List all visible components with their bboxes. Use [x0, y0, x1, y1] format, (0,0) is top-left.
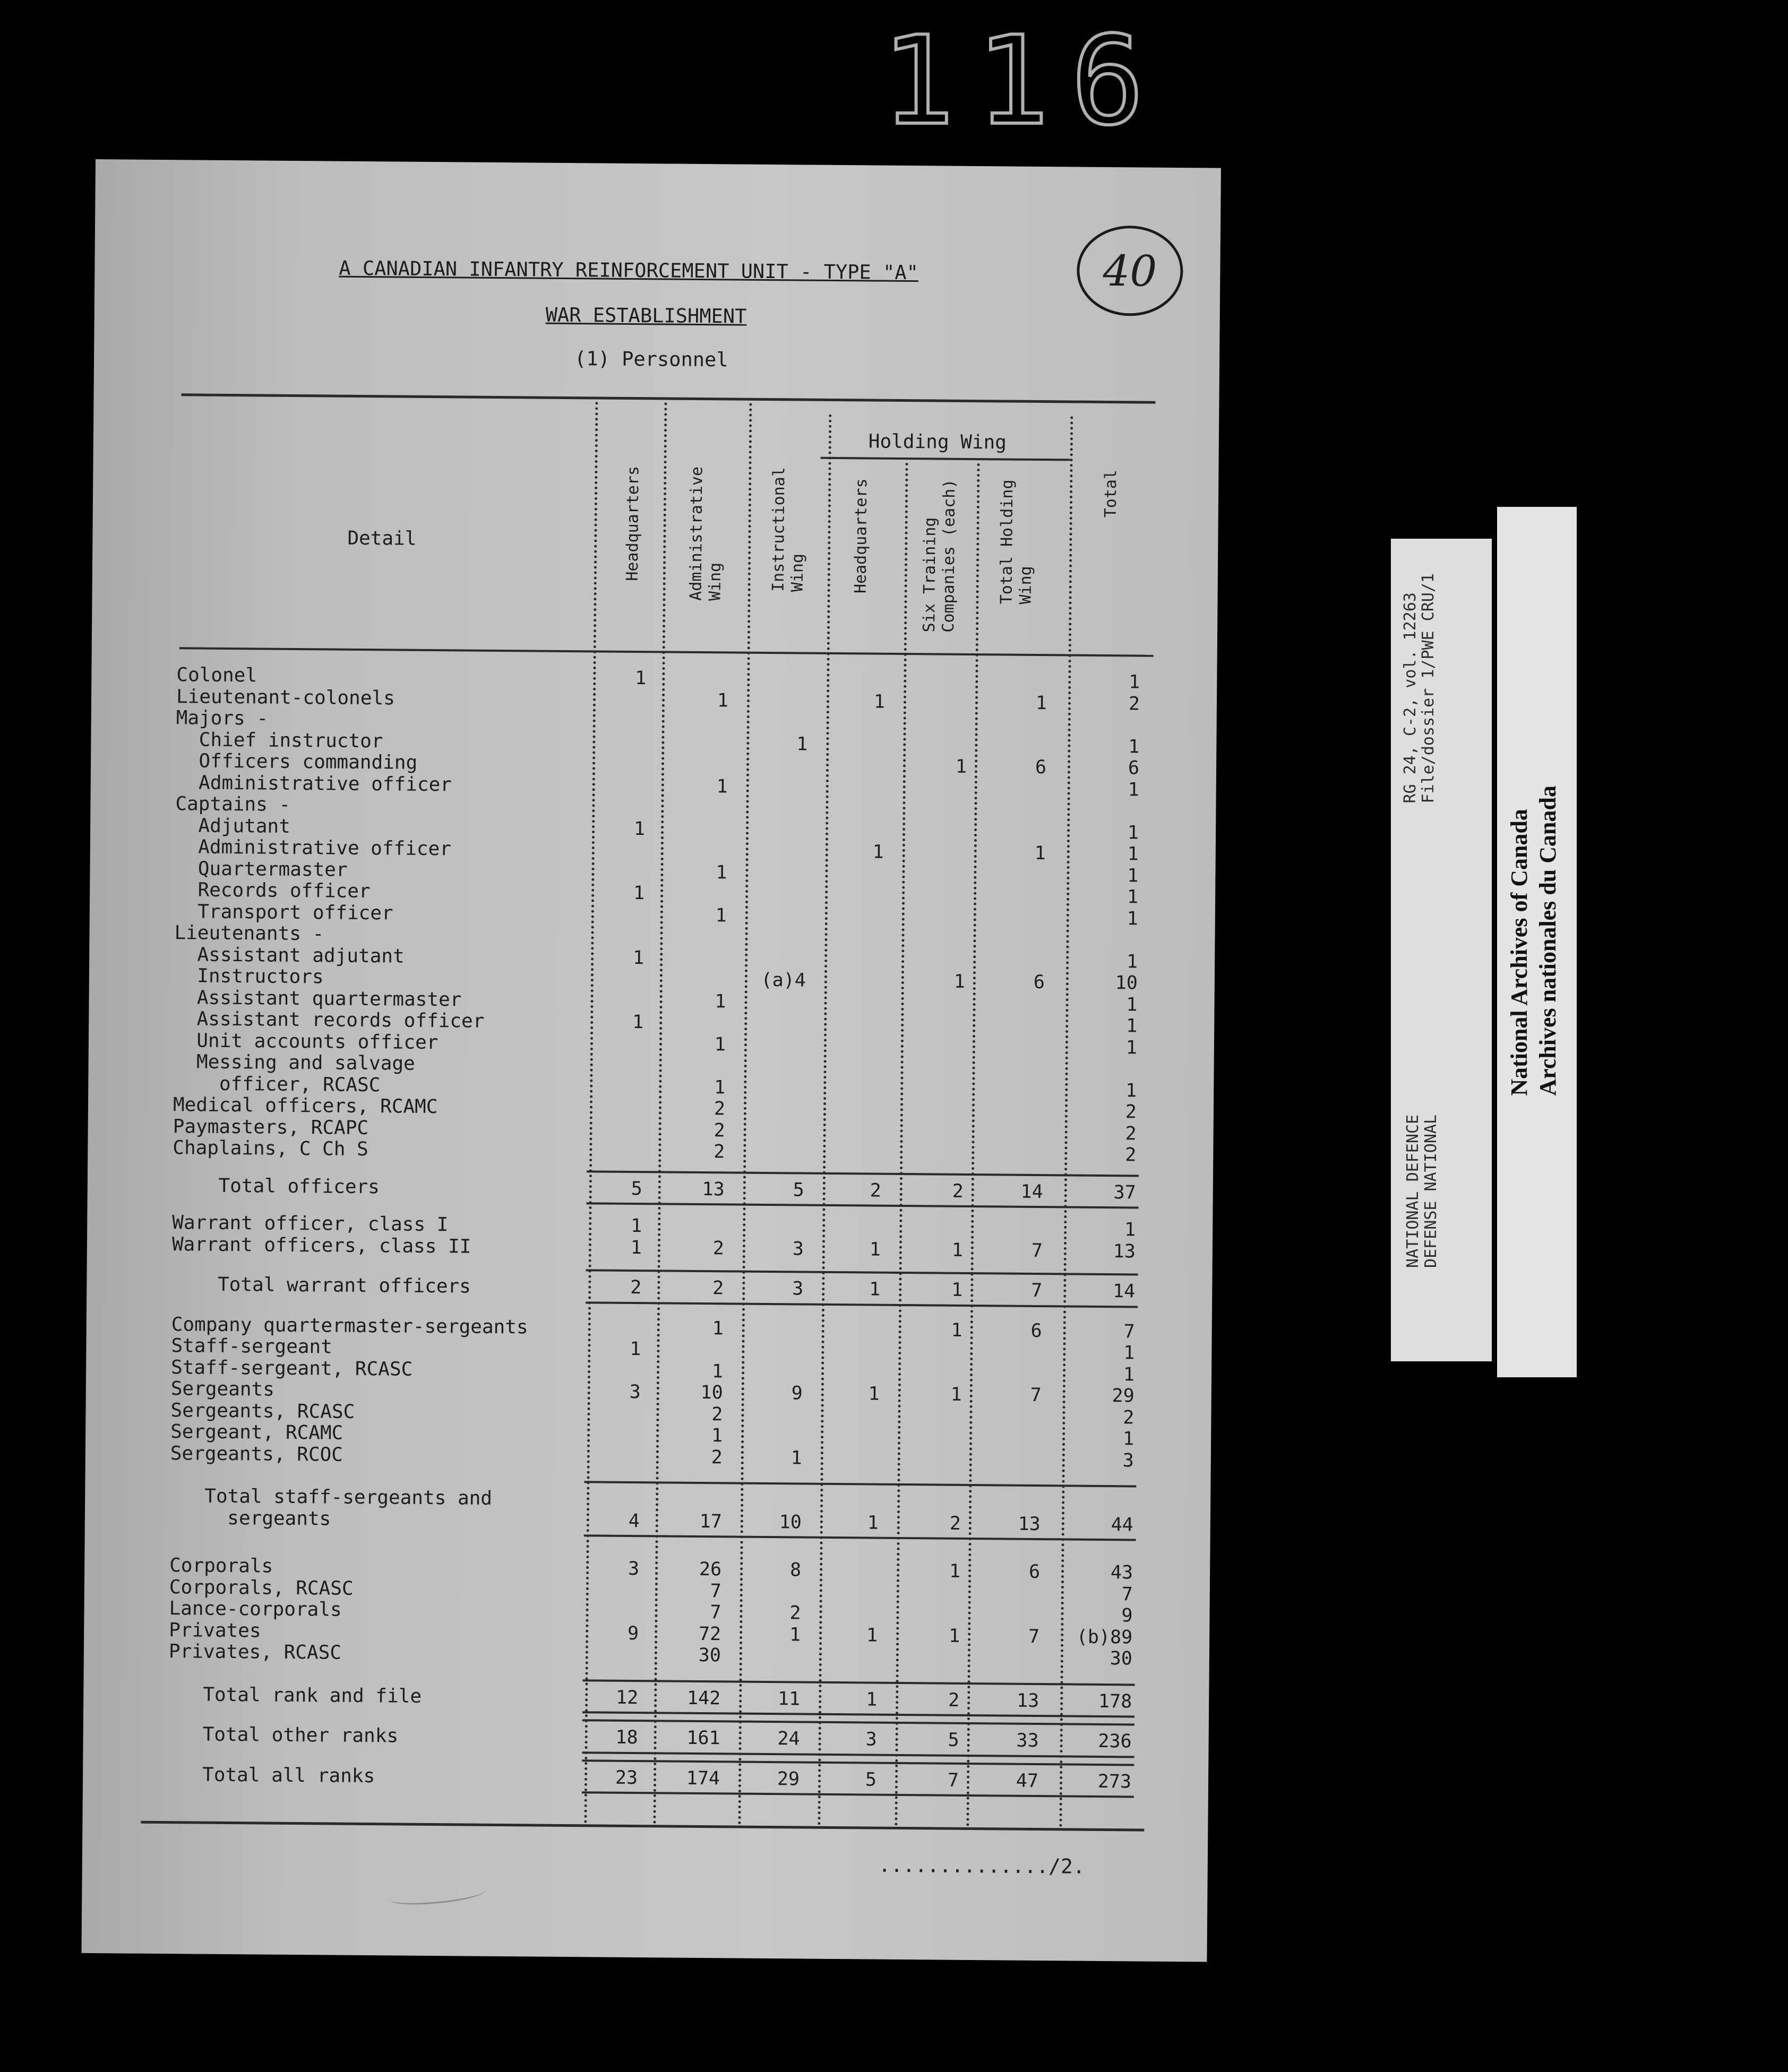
column-header: Administrative Wing	[686, 466, 725, 601]
detail-header: Detail	[347, 527, 417, 550]
table-cell	[819, 970, 883, 971]
table-cell: 2	[714, 1098, 726, 1120]
row-label: Warrant officer, class I	[172, 1212, 449, 1236]
row-label: officer, RCASC	[173, 1072, 381, 1096]
table-cell: 2	[711, 1446, 723, 1468]
table-cell: 2	[714, 1119, 725, 1141]
table-cell: 7	[1123, 1320, 1135, 1342]
table-cell: 1	[1125, 1037, 1138, 1058]
table-cell: 2	[1123, 1406, 1134, 1428]
total-rule	[582, 1711, 1134, 1717]
table-cell: 7	[1030, 1384, 1042, 1406]
table-cell	[820, 905, 883, 906]
table-cell: 23	[615, 1767, 638, 1789]
total-rule	[587, 1170, 1139, 1177]
table-cell: 1	[796, 733, 808, 755]
table-cell	[819, 1013, 882, 1014]
table-cell	[820, 884, 883, 885]
table-cell: 1	[869, 1239, 881, 1261]
column-divider	[818, 415, 831, 1826]
table-cell: 236	[1098, 1730, 1132, 1752]
table-cell: 26	[699, 1559, 722, 1581]
total-rule	[586, 1301, 1138, 1308]
row-label: Sergeants, RCOC	[170, 1442, 343, 1466]
table-cell: (a)4	[761, 969, 806, 991]
table-cell	[579, 1097, 643, 1098]
table-cell: 1	[1127, 843, 1139, 865]
table-cell: 1	[716, 775, 728, 797]
table-cell	[981, 1014, 1044, 1015]
table-cell	[902, 820, 966, 821]
header-bottom-rule	[179, 647, 1154, 657]
table-cell	[981, 1036, 1044, 1037]
table-cell: 1	[635, 668, 647, 689]
table-cell	[981, 950, 1045, 951]
table-cell: 7	[1028, 1626, 1040, 1647]
table-cell: 2	[630, 1276, 642, 1299]
table-cell: 7	[1121, 1583, 1133, 1605]
table-cell: 1	[630, 1237, 642, 1258]
table-cell: 1	[789, 1624, 801, 1646]
table-cell: 1	[1124, 1219, 1136, 1241]
table-cell: 1	[711, 1360, 724, 1382]
row-label: Administrative officer	[175, 771, 452, 796]
table-cell: 161	[686, 1727, 720, 1749]
row-label: Warrant officers, class II	[171, 1233, 471, 1258]
column-dividers	[96, 159, 1221, 168]
table-cell	[579, 1140, 643, 1141]
table-cell	[660, 1215, 724, 1216]
table-cell: 7	[1031, 1280, 1043, 1302]
row-label: Majors -	[176, 707, 269, 730]
table-cell: 1	[1122, 1428, 1134, 1450]
table-cell: 3	[627, 1558, 640, 1580]
table-cell: 1	[1128, 779, 1139, 800]
table-cell: 1	[1126, 951, 1138, 972]
table-cell: 5	[793, 1179, 804, 1201]
table-cell: 3	[629, 1381, 641, 1403]
table-cell	[582, 753, 646, 754]
table-cell	[581, 925, 644, 926]
table-cell: 2	[712, 1277, 724, 1299]
department-name: NATIONAL DEFENCE DEFENSE NATIONAL	[1404, 1115, 1440, 1268]
table-cell: 1	[633, 818, 646, 840]
row-label: Total warrant officers	[171, 1273, 471, 1298]
table-cell: 1	[790, 1447, 802, 1469]
table-cell	[980, 1122, 1044, 1123]
continuation-marker: ............../2.	[878, 1853, 1085, 1878]
table-cell	[815, 1426, 879, 1427]
table-cell: 1	[867, 1512, 879, 1534]
row-label: Administrative officer	[175, 836, 452, 860]
table-cell: 14	[1020, 1181, 1043, 1203]
table-cell: 1	[951, 1239, 964, 1261]
row-label: Paymasters, RCAPC	[173, 1115, 369, 1139]
row-label: Instructors	[174, 965, 324, 988]
table-cell	[821, 798, 884, 799]
table-cell	[983, 735, 1047, 736]
table-cell: 1	[715, 904, 727, 926]
row-label: Captains -	[175, 793, 291, 816]
row-label: Officers commanding	[175, 750, 418, 774]
row-label: Corporals	[169, 1555, 273, 1577]
table-cell: 1	[1034, 842, 1046, 865]
total-rule	[582, 1719, 1134, 1725]
table-cell: 10	[1115, 972, 1138, 994]
table-cell	[819, 1056, 882, 1057]
table-cell	[980, 1100, 1044, 1101]
table-cell: 1	[950, 1384, 962, 1405]
table-cell	[819, 948, 883, 949]
row-label: Quartermaster	[175, 857, 348, 881]
table-cell: 2	[711, 1403, 723, 1425]
total-rule	[583, 1679, 1135, 1686]
table-bottom-rule	[141, 1821, 1144, 1832]
table-cell	[977, 1427, 1041, 1428]
table-cell: 7	[710, 1602, 721, 1624]
table-cell: 1	[1127, 865, 1139, 886]
pencil-mark	[389, 1883, 486, 1908]
table-cell: 37	[1113, 1181, 1136, 1203]
table-cell: 1	[1123, 1363, 1135, 1385]
row-label: Sergeant, RCAMC	[170, 1421, 343, 1444]
table-cell: 47	[1016, 1770, 1039, 1792]
table-cell	[897, 1603, 960, 1604]
row-label: Total all ranks	[167, 1763, 375, 1787]
row-label: Records officer	[175, 879, 371, 903]
table-cell: 1	[711, 1425, 723, 1447]
table-cell	[820, 819, 884, 820]
row-label: Company quartermaster-sergeants	[171, 1313, 528, 1338]
row-label: Assistant records officer	[174, 1008, 485, 1032]
table-cell: 2	[870, 1180, 881, 1202]
table-cell: 3	[1122, 1449, 1134, 1471]
table-cell: 2	[949, 1513, 961, 1534]
table-cell: 44	[1111, 1514, 1134, 1535]
table-cell	[664, 818, 727, 819]
column-header: Headquarters	[623, 465, 643, 581]
table-cell	[979, 1218, 1043, 1219]
table-cell: 29	[1112, 1385, 1134, 1407]
row-label: Lieutenant-colonels	[176, 685, 396, 709]
table-cell: 1	[1125, 1080, 1137, 1101]
table-cell	[819, 991, 883, 992]
table-cell: 3	[792, 1278, 804, 1300]
table-cell: 10	[700, 1382, 723, 1404]
table-cell	[983, 799, 1046, 800]
table-cell: 9	[627, 1622, 639, 1644]
table-cell	[821, 733, 885, 734]
table-cell: 5	[948, 1729, 959, 1751]
table-cell	[819, 1034, 882, 1035]
table-cell: 1	[714, 1076, 726, 1098]
table-cell: 8	[789, 1559, 802, 1581]
table-cell: 7	[710, 1580, 722, 1602]
table-cell: 9	[791, 1383, 803, 1404]
row-label: Corporals, RCASC	[169, 1576, 354, 1600]
row-label: Assistant adjutant	[174, 943, 405, 968]
archive-reference: RG 24, C-2, vol. 12263 File/dossier 1/PWE CRU/1	[1401, 573, 1438, 804]
table-cell	[582, 710, 646, 711]
table-cell	[982, 885, 1045, 886]
table-cell	[740, 1216, 804, 1217]
table-cell	[821, 669, 885, 670]
table-cell: 1	[866, 1624, 878, 1646]
table-cell	[815, 1447, 879, 1448]
table-cell	[982, 821, 1046, 822]
table-cell: 2	[952, 1180, 964, 1202]
table-cell: 6	[1030, 1320, 1042, 1342]
table-cell: 13	[1016, 1690, 1039, 1712]
table-cell: 1	[866, 1688, 878, 1711]
table-cell: 3	[792, 1238, 804, 1260]
table-cell: 1	[951, 1279, 963, 1301]
table-cell	[982, 928, 1045, 929]
table-cell	[982, 907, 1045, 908]
document-title: A CANADIAN INFANTRY REINFORCEMENT UNIT - TYPE "A"	[339, 256, 919, 284]
table-cell: 7	[1031, 1240, 1043, 1262]
row-label: Privates, RCASC	[168, 1641, 342, 1664]
table-cell: 30	[698, 1645, 721, 1667]
table-cell: 174	[686, 1767, 720, 1789]
total-rule	[587, 1202, 1139, 1208]
table-cell: 1	[1123, 1342, 1135, 1364]
table-cell: 2	[1125, 1144, 1137, 1166]
table-cell: 72	[698, 1623, 721, 1645]
row-label: Unit accounts officer	[173, 1029, 439, 1054]
table-cell: 13	[1018, 1513, 1041, 1535]
table-cell	[979, 1143, 1043, 1144]
column-divider	[584, 396, 598, 1824]
table-cell	[981, 1057, 1044, 1058]
row-label: Total other ranks	[168, 1723, 399, 1747]
table-cell: 1	[714, 1033, 726, 1055]
table-cell	[983, 670, 1047, 671]
table-cell: 6	[1128, 757, 1140, 779]
table-cell: 1	[717, 689, 729, 711]
table-cell: 2	[1125, 1123, 1137, 1144]
table-cell	[663, 947, 726, 948]
circled-page-number: 40	[1077, 226, 1183, 317]
row-label: Total rank and file	[168, 1683, 422, 1707]
table-cell	[816, 1318, 880, 1319]
total-rule	[586, 1269, 1138, 1275]
table-cell	[816, 1340, 880, 1341]
table-cell: 1	[632, 947, 644, 969]
row-label: Medical officers, RCAMC	[173, 1094, 438, 1118]
row-label: Messing and salvage	[173, 1051, 415, 1075]
table-cell: 1	[715, 990, 726, 1012]
table-cell	[818, 1099, 882, 1100]
row-label: Adjutant	[175, 814, 291, 838]
table-cell: 6	[1035, 756, 1047, 779]
table-cell	[980, 1079, 1044, 1080]
table-cell: 1	[631, 1215, 642, 1237]
table-cell: 1	[1035, 692, 1047, 714]
row-label: Total officers	[172, 1174, 380, 1198]
table-top-rule	[181, 393, 1155, 403]
table-cell: 43	[1110, 1562, 1133, 1584]
table-cell	[821, 755, 884, 756]
row-label: Lance-corporals	[169, 1598, 342, 1621]
table-cell: 24	[777, 1728, 800, 1750]
row-label: Assistant quartermaster	[174, 986, 462, 1011]
table-cell	[817, 1217, 881, 1218]
document-page	[81, 159, 1220, 1962]
table-cell	[814, 1581, 878, 1582]
table-cell: 1	[1127, 886, 1139, 908]
table-cell	[580, 1054, 643, 1055]
section-heading: (1) Personnel	[574, 347, 728, 372]
table-cell: (b)89	[1076, 1626, 1133, 1648]
column-divider	[966, 463, 979, 1827]
table-cell: 1	[632, 1011, 644, 1033]
table-cell: 13	[1113, 1240, 1136, 1262]
table-cell: 6	[1033, 971, 1045, 994]
row-label: Colonel	[176, 664, 257, 687]
table-cell	[665, 732, 728, 733]
table-cell	[818, 1120, 882, 1121]
table-cell: 2	[1128, 693, 1140, 714]
total-rule	[584, 1534, 1136, 1541]
table-cell	[582, 796, 646, 797]
column-header: Instructional Wing	[769, 467, 807, 592]
row-label: Chaplains, C Ch S	[173, 1137, 368, 1161]
table-cell: 7	[947, 1769, 959, 1791]
table-cell: 10	[779, 1511, 802, 1533]
column-header: Six Training Companies (each)	[920, 479, 959, 633]
table-cell	[902, 863, 966, 864]
table-cell: 273	[1097, 1771, 1132, 1792]
row-label: Lieutenants -	[174, 922, 324, 945]
total-rule	[582, 1751, 1134, 1758]
row-label: Chief instructor	[176, 728, 383, 752]
table-cell: 18	[615, 1726, 638, 1749]
table-cell: 12	[615, 1687, 639, 1708]
table-cell: 1	[951, 1319, 962, 1341]
table-cell: 142	[686, 1687, 721, 1709]
archives-name: National Archives of Canada Archives nationales du Canada	[1506, 785, 1561, 1096]
table-cell: 29	[777, 1768, 800, 1790]
table-cell	[818, 1077, 882, 1078]
table-cell: 5	[631, 1178, 642, 1199]
row-label: Total staff-sergeants and sergeants	[169, 1485, 493, 1530]
table-cell: 2	[712, 1237, 725, 1259]
table-cell: 1	[1127, 908, 1138, 929]
table-cell: 1	[712, 1317, 724, 1339]
table-cell: 1	[1125, 1015, 1138, 1037]
table-cell: 2	[789, 1602, 801, 1624]
table-cell: 30	[1110, 1648, 1133, 1670]
table-cell: 3	[865, 1729, 877, 1750]
table-cell: 1	[1129, 671, 1140, 693]
row-label: Sergeants	[170, 1378, 275, 1401]
table-cell: 33	[1016, 1730, 1039, 1752]
table-cell: 1	[873, 691, 886, 713]
column-header: Total	[1101, 469, 1121, 518]
table-cell	[818, 1142, 881, 1143]
column-divider	[895, 463, 908, 1827]
table-cell: 6	[1028, 1561, 1041, 1583]
table-cell: 13	[702, 1178, 725, 1200]
column-header: Total Holding Wing	[997, 479, 1036, 605]
table-cell: 1	[869, 1279, 881, 1300]
table-cell: 1	[949, 1560, 961, 1582]
table-cell: 2	[948, 1689, 960, 1711]
holding-wing-underline	[821, 457, 1070, 461]
table-cell: 4	[628, 1510, 640, 1532]
table-cell: 11	[777, 1688, 801, 1710]
table-cell: 1	[868, 1383, 880, 1405]
table-cell: 1	[716, 861, 727, 883]
column-header: Headquarters	[851, 478, 871, 594]
table-cell: 1	[953, 971, 966, 992]
table-cell	[821, 776, 884, 777]
frame-number: 116	[881, 11, 1166, 152]
row-label: Staff-sergeant, RCASC	[170, 1356, 413, 1380]
total-rule	[584, 1481, 1136, 1487]
table-cell: 14	[1112, 1281, 1136, 1302]
total-rule	[582, 1759, 1134, 1766]
holding-wing-label: Holding Wing	[868, 430, 1007, 454]
table-cell: 5	[865, 1768, 877, 1791]
table-cell	[816, 1361, 880, 1362]
table-cell: 17	[699, 1510, 723, 1532]
table-cell: 1	[955, 756, 967, 778]
table-cell: 1	[872, 841, 884, 863]
table-cell	[904, 734, 967, 735]
row-label: Sergeants, RCASC	[170, 1399, 355, 1423]
table-cell: 2	[1125, 1101, 1137, 1123]
row-label: Staff-sergeant	[171, 1335, 333, 1358]
row-label: Transport officer	[174, 900, 393, 924]
table-cell: 1	[1126, 994, 1138, 1015]
table-cell	[904, 691, 967, 692]
table-cell: 2	[714, 1141, 725, 1163]
table-cell: 9	[1121, 1605, 1133, 1627]
table-cell: 1	[630, 1338, 641, 1360]
total-rule	[582, 1791, 1134, 1798]
table-cell: 1	[1128, 736, 1140, 757]
table-cell: 1	[948, 1625, 960, 1647]
row-label: Privates	[169, 1619, 261, 1642]
table-cell: 178	[1098, 1690, 1132, 1712]
table-cell: 1	[633, 883, 645, 904]
table-cell	[820, 927, 883, 928]
table-cell: 1	[1127, 822, 1139, 843]
document-subtitle: WAR ESTABLISHMENT	[545, 303, 747, 328]
